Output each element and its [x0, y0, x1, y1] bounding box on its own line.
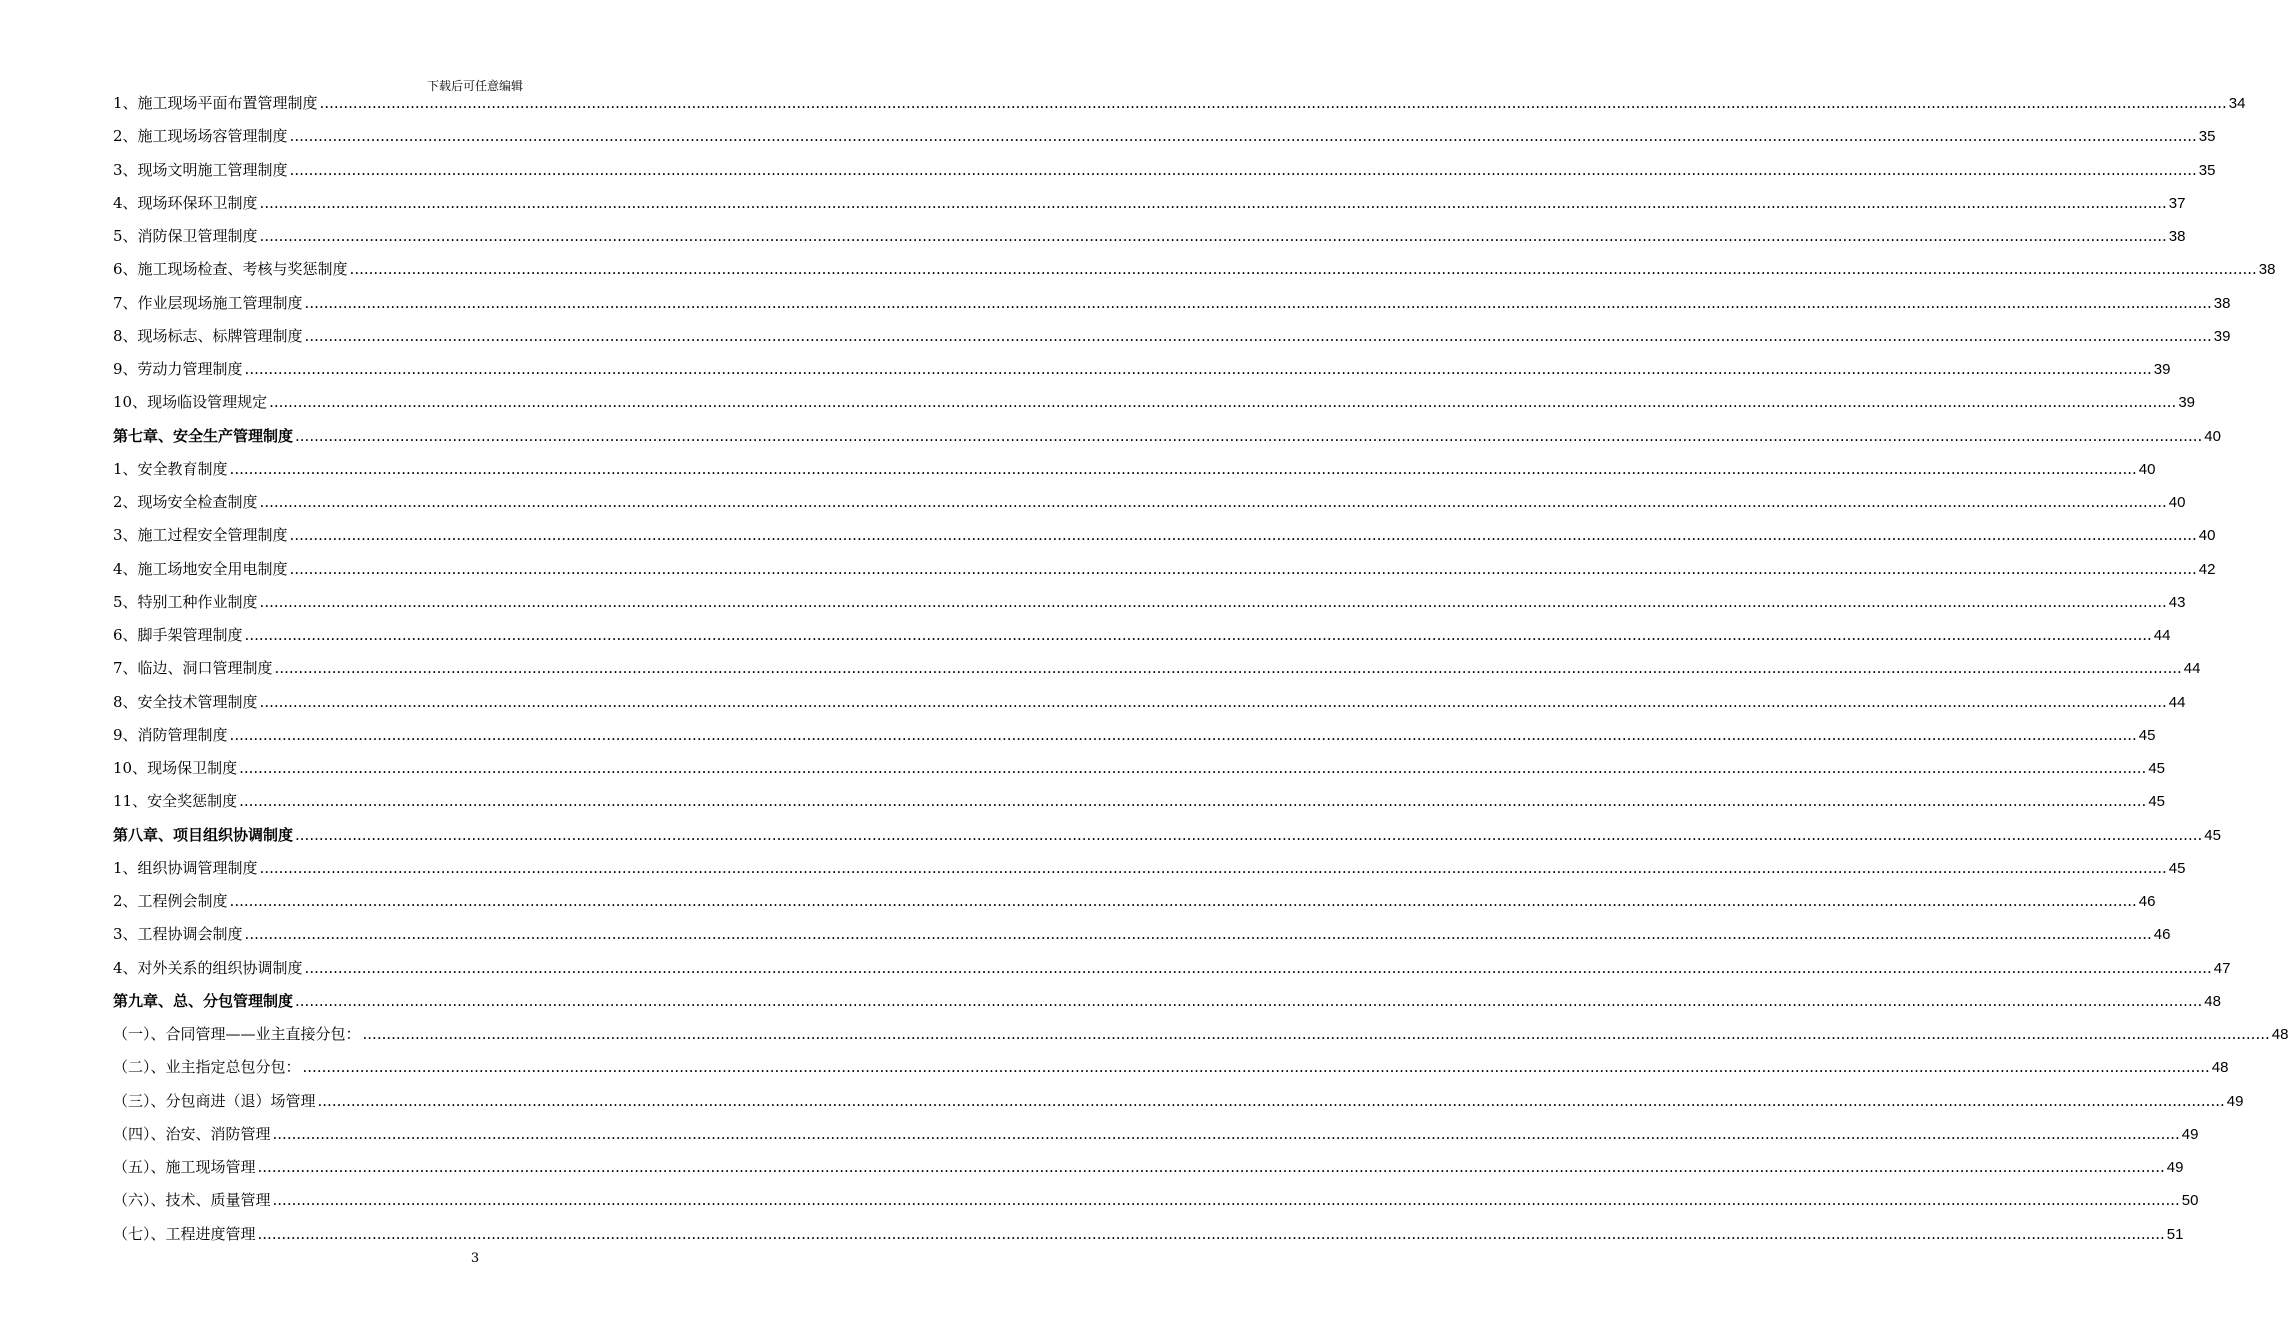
toc-entry-page: 38 [2258, 261, 2276, 279]
toc-entry-label: 6、脚手架管理制度 [113, 626, 243, 644]
toc-entry[interactable] [113, 226, 2186, 259]
toc-entry[interactable] [113, 193, 2186, 226]
toc-entry-label: （六）、技术、质量管理 [113, 1191, 271, 1210]
toc-leader-dots: ................................................................................................................................................................................................................................................................................................................................................................................................................ [259, 858, 2167, 877]
toc-leader-dots: ................................................................................................................................................................................................................................................................................................................................................................................................................ [257, 1158, 2165, 1176]
toc-entry[interactable] [113, 625, 2171, 658]
toc-entry-label: 9、劳动力管理制度 [113, 360, 243, 378]
toc-entry-label: 9、消防管理制度 [113, 725, 228, 744]
toc-leader-dots: ................................................................................................................................................................................................................................................................................................................................................................................................................ [274, 659, 2182, 678]
toc-entry[interactable] [113, 1190, 2199, 1223]
toc-leader-dots: ................................................................................................................................................................................................................................................................................................................................................................................................................ [289, 127, 2197, 146]
toc-entry-label: 5、特别工种作业制度 [113, 592, 258, 611]
toc-entry[interactable] [113, 1124, 2199, 1157]
toc-entry[interactable] [113, 492, 2186, 525]
toc-entry-label: 6、施工现场检查、考核与奖惩制度 [113, 260, 348, 279]
toc-entry[interactable] [113, 359, 2171, 392]
toc-entry-label: （三）、分包商进（退）场管理 [113, 1091, 316, 1110]
toc-entry-page: 51 [2166, 1225, 2184, 1243]
toc-leader-dots: ................................................................................................................................................................................................................................................................................................................................................................................................................ [289, 526, 2197, 545]
toc-entry-label: 3、工程协调会制度 [113, 925, 243, 944]
toc-entry[interactable] [113, 1157, 2184, 1190]
toc-leader-dots: ................................................................................................................................................................................................................................................................................................................................................................................................................ [239, 792, 2147, 811]
toc-entry-label: 3、现场文明施工管理制度 [113, 160, 288, 179]
toc-entry-label: 第九章、总、分包管理制度 [113, 991, 294, 1010]
toc-entry-label: 11、安全奖惩制度 [113, 792, 238, 811]
toc-entry-page: 38 [2168, 228, 2186, 245]
toc-entry-label: （七）、工程进度管理 [113, 1224, 256, 1243]
toc-entry[interactable] [113, 160, 2216, 193]
toc-entry[interactable] [113, 1057, 2229, 1090]
toc-chapter-entry[interactable] [113, 426, 2221, 459]
toc-entry-page: 48 [2204, 992, 2221, 1010]
toc-entry[interactable] [113, 392, 2196, 425]
toc-leader-dots: ................................................................................................................................................................................................................................................................................................................................................................................................................ [244, 626, 2152, 644]
toc-leader-dots: ................................................................................................................................................................................................................................................................................................................................................................................................................ [259, 227, 2167, 245]
toc-leader-dots: ................................................................................................................................................................................................................................................................................................................................................................................................................ [259, 193, 2167, 212]
toc-entry-label: 1、组织协调管理制度 [113, 858, 258, 877]
toc-entry[interactable] [113, 791, 2166, 824]
page-number: 3 [470, 1251, 480, 1266]
toc-entry-label: （四）、治安、消防管理 [113, 1124, 271, 1143]
toc-entry-label: （五）、施工现场管理 [113, 1158, 256, 1176]
toc-entry-label: 4、现场环保环卫制度 [113, 193, 258, 212]
toc-entry-page: 44 [2153, 627, 2171, 644]
toc-entry[interactable] [113, 126, 2216, 159]
toc-entry-page: 48 [2211, 1059, 2229, 1077]
toc-leader-dots: ................................................................................................................................................................................................................................................................................................................................................................................................................ [302, 1058, 2210, 1077]
toc-leader-dots: ................................................................................................................................................................................................................................................................................................................................................................................................................ [295, 426, 2203, 445]
toc-entry-page: 45 [2168, 859, 2186, 877]
toc-leader-dots: ................................................................................................................................................................................................................................................................................................................................................................................................................ [244, 925, 2152, 944]
toc-entry-page: 50 [2181, 1192, 2199, 1210]
toc-entry[interactable] [113, 326, 2231, 359]
toc-entry-label: 2、工程例会制度 [113, 892, 228, 910]
toc-entry[interactable] [113, 525, 2216, 558]
toc-leader-dots: ................................................................................................................................................................................................................................................................................................................................................................................................................ [304, 293, 2212, 312]
toc-entry-label: 第七章、安全生产管理制度 [113, 426, 294, 445]
toc-entry[interactable] [113, 924, 2171, 957]
toc-entry-page: 40 [2204, 427, 2221, 445]
toc-entry[interactable] [113, 1091, 2244, 1124]
toc-entry-label: 2、现场安全检查制度 [113, 493, 258, 511]
toc-entry-label: 10、现场临设管理规定 [113, 393, 268, 412]
toc-chapter-entry[interactable] [113, 825, 2221, 858]
toc-leader-dots: ................................................................................................................................................................................................................................................................................................................................................................................................................ [362, 1025, 2270, 1043]
toc-entry-page: 39 [2213, 327, 2231, 345]
toc-entry-label: 7、临边、洞口管理制度 [113, 659, 273, 678]
toc-entry-label: 5、消防保卫管理制度 [113, 227, 258, 245]
toc-leader-dots: ................................................................................................................................................................................................................................................................................................................................................................................................................ [272, 1124, 2180, 1143]
toc-entry[interactable] [113, 592, 2186, 625]
toc-entry-page: 44 [2168, 693, 2186, 711]
toc-entry-page: 40 [2168, 494, 2186, 511]
toc-leader-dots: ................................................................................................................................................................................................................................................................................................................................................................................................................ [295, 825, 2203, 844]
toc-entry-page: 48 [2271, 1026, 2288, 1043]
toc-entry-page: 43 [2168, 593, 2186, 611]
toc-entry[interactable] [113, 958, 2231, 991]
toc-entry-page: 38 [2213, 294, 2231, 312]
toc-entry[interactable] [113, 559, 2216, 592]
toc-leader-dots: ................................................................................................................................................................................................................................................................................................................................................................................................................ [349, 260, 2257, 279]
toc-leader-dots: ................................................................................................................................................................................................................................................................................................................................................................................................................ [259, 692, 2167, 711]
toc-entry[interactable] [113, 1024, 2288, 1057]
toc-entry[interactable] [113, 459, 2156, 492]
toc-leader-dots: ................................................................................................................................................................................................................................................................................................................................................................................................................ [289, 160, 2197, 179]
toc-entry[interactable] [113, 93, 2246, 126]
toc-leader-dots: ................................................................................................................................................................................................................................................................................................................................................................................................................ [304, 958, 2212, 977]
toc-leader-dots: ................................................................................................................................................................................................................................................................................................................................................................................................................ [319, 94, 2227, 112]
toc-entry-label: （一）、合同管理——业主直接分包： [113, 1025, 361, 1043]
toc-entry-page: 49 [2181, 1125, 2199, 1143]
toc-entry-page: 37 [2168, 194, 2186, 212]
toc-entry-page: 44 [2183, 660, 2201, 678]
toc-entry[interactable] [113, 293, 2231, 326]
toc-entry[interactable] [113, 259, 2276, 292]
toc-leader-dots: ................................................................................................................................................................................................................................................................................................................................................................................................................ [317, 1091, 2225, 1110]
toc-entry-page: 42 [2198, 560, 2216, 578]
toc-entry-page: 45 [2148, 760, 2166, 777]
toc-entry-label: （二）、业主指定总包分包： [113, 1058, 301, 1077]
toc-leader-dots: ................................................................................................................................................................................................................................................................................................................................................................................................................ [257, 1224, 2165, 1243]
toc-leader-dots: ................................................................................................................................................................................................................................................................................................................................................................................................................ [269, 393, 2177, 412]
toc-entry-page: 45 [2204, 826, 2221, 844]
toc-entry[interactable] [113, 658, 2201, 691]
toc-entry-label: 3、施工过程安全管理制度 [113, 526, 288, 545]
toc-leader-dots: ................................................................................................................................................................................................................................................................................................................................................................................................................ [259, 592, 2167, 611]
toc-entry[interactable] [113, 692, 2186, 725]
toc-leader-dots: ................................................................................................................................................................................................................................................................................................................................................................................................................ [272, 1191, 2180, 1210]
toc-leader-dots: ................................................................................................................................................................................................................................................................................................................................................................................................................ [244, 360, 2152, 378]
toc-leader-dots: ................................................................................................................................................................................................................................................................................................................................................................................................................ [239, 759, 2147, 777]
toc-entry-label: 10、现场保卫制度 [113, 759, 238, 777]
toc-entry-page: 45 [2148, 793, 2166, 811]
toc-entry[interactable] [113, 858, 2186, 891]
toc-entry-page: 40 [2198, 527, 2216, 545]
toc-entry[interactable] [113, 758, 2166, 791]
toc-entry-label: 4、对外关系的组织协调制度 [113, 958, 303, 977]
toc-entry-page: 34 [2228, 95, 2246, 112]
toc-entry-page: 45 [2138, 726, 2156, 744]
toc-entry-label: 8、安全技术管理制度 [113, 692, 258, 711]
toc-entry-page: 46 [2138, 893, 2156, 910]
toc-entry[interactable] [113, 891, 2156, 924]
toc-entry-label: 4、施工场地安全用电制度 [113, 559, 288, 578]
toc-entry-page: 39 [2153, 361, 2171, 378]
toc-entry-label: 1、安全教育制度 [113, 459, 228, 478]
table-of-contents [113, 93, 2288, 1257]
toc-entry-page: 46 [2153, 926, 2171, 944]
toc-entry-page: 47 [2213, 959, 2231, 977]
toc-entry-label: 7、作业层现场施工管理制度 [113, 293, 303, 312]
toc-leader-dots: ................................................................................................................................................................................................................................................................................................................................................................................................................ [229, 725, 2137, 744]
toc-entry-page: 39 [2178, 394, 2196, 412]
toc-entry-page: 49 [2166, 1159, 2184, 1176]
toc-leader-dots: ................................................................................................................................................................................................................................................................................................................................................................................................................ [229, 892, 2137, 910]
toc-entry-page: 40 [2138, 460, 2156, 478]
toc-leader-dots: ................................................................................................................................................................................................................................................................................................................................................................................................................ [289, 559, 2197, 578]
toc-entry-page: 35 [2198, 161, 2216, 179]
toc-leader-dots: ................................................................................................................................................................................................................................................................................................................................................................................................................ [229, 459, 2137, 478]
toc-entry[interactable] [113, 725, 2156, 758]
toc-entry-label: 1、施工现场平面布置管理制度 [113, 94, 318, 112]
toc-entry-page: 49 [2226, 1092, 2244, 1110]
toc-entry-label: 2、施工现场场容管理制度 [113, 127, 288, 146]
page-header: 下载后可任意编辑 [426, 79, 523, 93]
toc-chapter-entry[interactable] [113, 991, 2221, 1024]
toc-entry-page: 35 [2198, 128, 2216, 146]
toc-leader-dots: ................................................................................................................................................................................................................................................................................................................................................................................................................ [295, 991, 2203, 1010]
toc-leader-dots: ................................................................................................................................................................................................................................................................................................................................................................................................................ [259, 493, 2167, 511]
toc-leader-dots: ................................................................................................................................................................................................................................................................................................................................................................................................................ [304, 326, 2212, 345]
toc-entry-label: 第八章、项目组织协调制度 [113, 825, 294, 844]
toc-entry-label: 8、现场标志、标牌管理制度 [113, 326, 303, 345]
